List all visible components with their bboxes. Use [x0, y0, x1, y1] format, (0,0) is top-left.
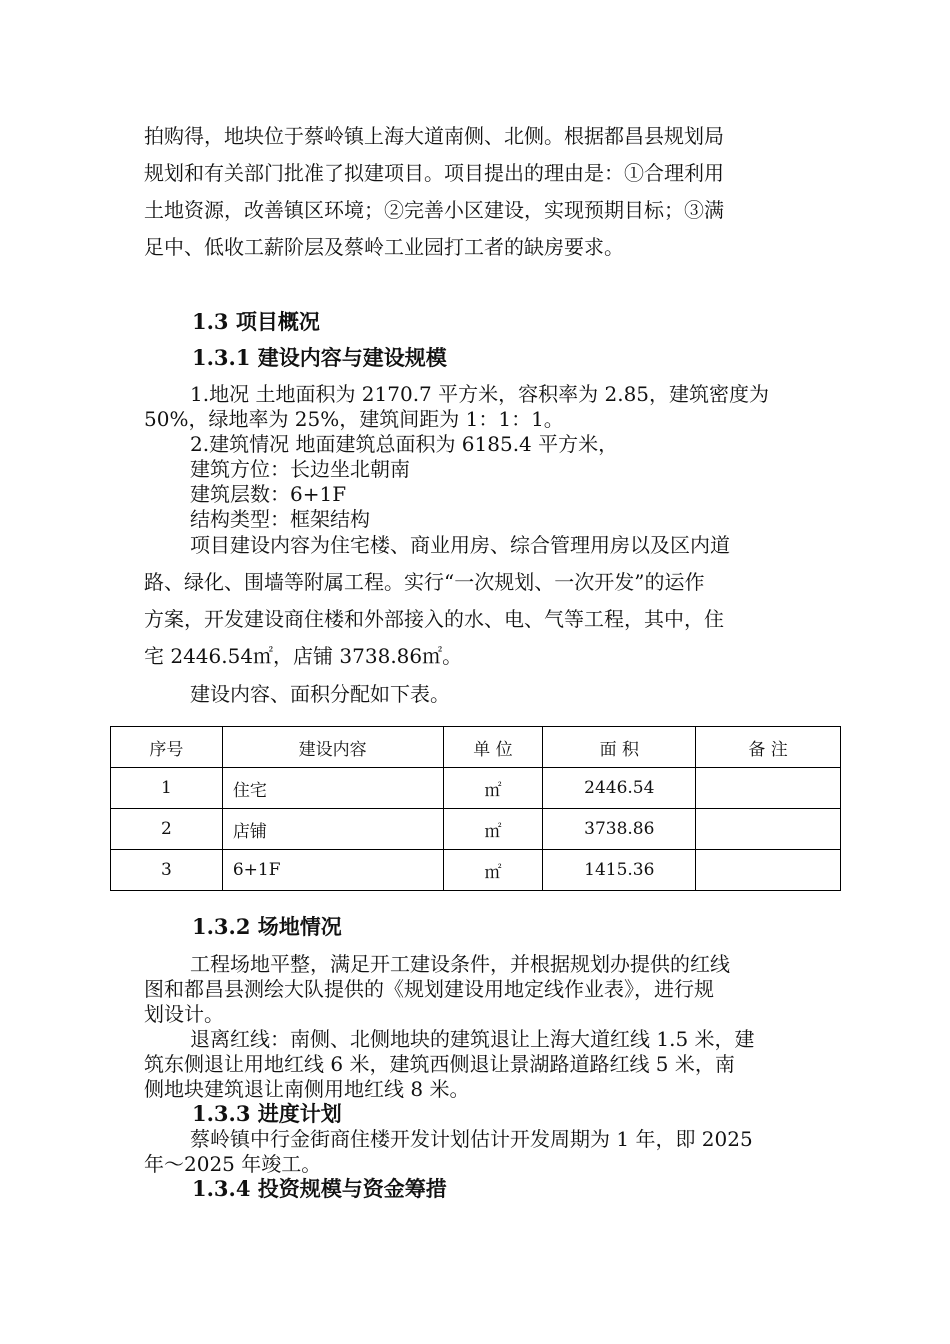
intro-line: 土地资源，改善镇区环境；②完善小区建设，实现预期目标；③满 [144, 198, 724, 222]
table-cell: ㎡ [443, 809, 543, 850]
table-cell: 2446.54 [543, 768, 696, 809]
table-header-cell: 面 积 [543, 727, 696, 768]
body-line: 建设内容、面积分配如下表。 [190, 682, 450, 706]
table-cell [696, 768, 841, 809]
table-row [111, 809, 841, 850]
table-cell: 住宅 [222, 768, 443, 809]
body-line: 建筑层数：6+1F [190, 482, 347, 506]
intro-line: 足中、低收工薪阶层及蔡岭工业园打工者的缺房要求。 [144, 235, 624, 259]
table-header-cell: 序号 [111, 727, 223, 768]
table-cell: 1415.36 [543, 850, 696, 891]
table-row [111, 850, 841, 891]
body-line: 结构类型：框架结构 [190, 507, 370, 531]
table-cell: 3 [111, 850, 223, 891]
section-heading: 1.3.4 投资规模与资金筹措 [192, 1176, 447, 1201]
section-heading: 1.3.2 场地情况 [192, 914, 342, 939]
table-cell: 3738.86 [543, 809, 696, 850]
table-header-cell: 备 注 [696, 727, 841, 768]
body-line: 年～2025 年竣工。 [144, 1152, 322, 1176]
body-line: 50%，绿地率为 25%，建筑间距为 1：1：1。 [144, 407, 564, 431]
body-line: 建筑方位：长边坐北朝南 [190, 457, 410, 481]
table-cell: ㎡ [443, 850, 543, 891]
body-line: 筑东侧退让用地红线 6 米，建筑西侧退让景湖路道路红线 5 米，南 [144, 1052, 735, 1076]
table-cell [696, 809, 841, 850]
table-header-cell: 单 位 [443, 727, 543, 768]
body-line: 蔡岭镇中行金街商住楼开发计划估计开发周期为 1 年，即 2025 [190, 1127, 753, 1151]
body-line: 2.建筑情况 地面建筑总面积为 6185.4 平方米， [190, 432, 619, 456]
body-line: 工程场地平整，满足开工建设条件，并根据规划办提供的红线 [190, 952, 730, 976]
table-cell: 2 [111, 809, 223, 850]
section-heading: 1.3.1 建设内容与建设规模 [192, 345, 447, 370]
table-header-row [111, 727, 841, 768]
body-line: 划设计。 [144, 1002, 224, 1026]
table-row [111, 768, 841, 809]
section-heading: 1.3 项目概况 [192, 309, 320, 334]
table-cell: 店铺 [222, 809, 443, 850]
body-line: 宅 2446.54㎡，店铺 3738.86㎡。 [144, 644, 463, 668]
table-header-cell: 建设内容 [222, 727, 443, 768]
area-table [110, 726, 841, 891]
intro-line: 规划和有关部门批准了拟建项目。项目提出的理由是：①合理利用 [144, 161, 724, 185]
body-line: 路、绿化、围墙等附属工程。实行“一次规划、一次开发”的运作 [144, 570, 705, 594]
table-cell: ㎡ [443, 768, 543, 809]
section-heading: 1.3.3 进度计划 [192, 1101, 342, 1126]
body-line: 退离红线：南侧、北侧地块的建筑退让上海大道红线 1.5 米，建 [190, 1027, 755, 1051]
body-line: 方案，开发建设商住楼和外部接入的水、电、气等工程，其中，住 [144, 607, 724, 631]
table-cell: 1 [111, 768, 223, 809]
body-line: 图和都昌县测绘大队提供的《规划建设用地定线作业表》，进行规 [144, 977, 714, 1001]
body-line: 项目建设内容为住宅楼、商业用房、综合管理用房以及区内道 [190, 533, 730, 557]
intro-line: 拍购得，地块位于蔡岭镇上海大道南侧、北侧。根据都昌县规划局 [144, 124, 724, 148]
body-line: 侧地块建筑退让南侧用地红线 8 米。 [144, 1077, 470, 1101]
body-line: 1.地况 土地面积为 2170.7 平方米，容积率为 2.85，建筑密度为 [190, 382, 770, 406]
table-cell [696, 850, 841, 891]
table-cell: 6+1F [222, 850, 443, 891]
